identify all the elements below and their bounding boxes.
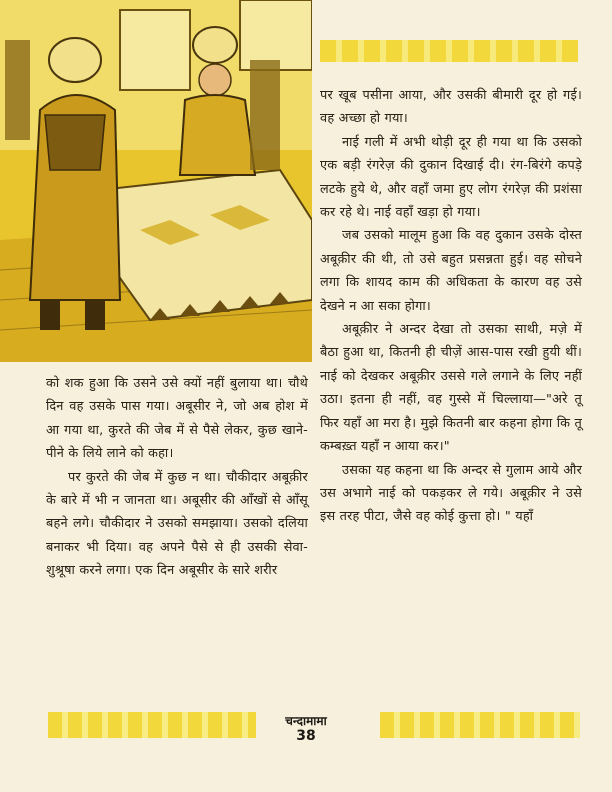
footer-decoration-bar-left	[48, 712, 256, 738]
header-decoration-bar	[320, 40, 578, 62]
paragraph: को शक हुआ कि उसने उसे क्यों नहीं बुलाया था। चौथे दिन वह उसके पास गया। अबूसीर ने, जो अब होश में आ गया था, कुरते की जेब में से पैसे लेकर, कुछ खाने-पीने के लिये लाने को कहा।	[46, 376, 308, 462]
magazine-title: चन्दामामा	[285, 714, 327, 728]
paragraph: उसका यह कहना था कि अन्दर से गुलाम आये और उस अभागे नाई को पकड़कर ले गये। अबूक़ीर ने उसे इस तरह पीटा, जैसे वह कोई कुत्ता हो। " यहाँ	[320, 462, 582, 525]
page-number: 38	[296, 728, 316, 744]
paragraph: अबूक़ीर ने अन्दर देखा तो उसका साथी, मज़े में बैठा हुआ था, कितनी ही चीज़ें आस-पास रखी हुयी थीं। नाई को देखकर अबूक़ीर उससे गले लगाने के लिए नहीं उठा। इतना ही नहीं, वह गुस्से में चिल्लाया—"अरे तू फिर यहाँ आ मरा है। मुझे कितनी बार कहना होगा कि तू कम्बख़्त यहाँ न आया कर।"	[320, 322, 582, 455]
story-illustration	[0, 0, 312, 362]
footer-decoration-bar-right	[380, 712, 580, 738]
paragraph: पर खूब पसीना आया, और उसकी बीमारी दूर हो गई। वह अच्छा हो गया।	[320, 88, 582, 127]
left-text-column	[46, 372, 308, 583]
paragraph: नाई गली में अभी थोड़ी दूर ही गया था कि उसको एक बड़ी रंगरेज़ की दुकान दिखाई दी। रंग-बिरंगे कपड़े लटके हुये थे, और वहाँ जमा हुए लोग रंगरेज़ की प्रशंसा कर रहे थे। नाई वहाँ खड़ा हो गया।	[320, 134, 582, 221]
paragraph: जब उसको मालूम हुआ कि वह दुकान उसके दोस्त अबूक़ीर की थी, तो उसे बहुत प्रसन्नता हुई। वह सोचने लगा कि शायद काम की अधिकता के कारण वह उसे देखने न आ सका होगा।	[320, 228, 582, 314]
paragraph: पर कुरते की जेब में कुछ न था। चौकीदार अबूक़ीर के बारे में भी न जानता था। अबूसीर की आँखों से आँसू बहने लगे। चौकीदार ने उसको समझाया। उसको दलिया बनाकर भी दिया। वह अपने पैसे से ही उसकी सेवा-शुश्रूषा करने लगा। एक दिन अबूसीर के सारे शरीर	[46, 469, 308, 579]
right-text-column	[320, 84, 582, 529]
